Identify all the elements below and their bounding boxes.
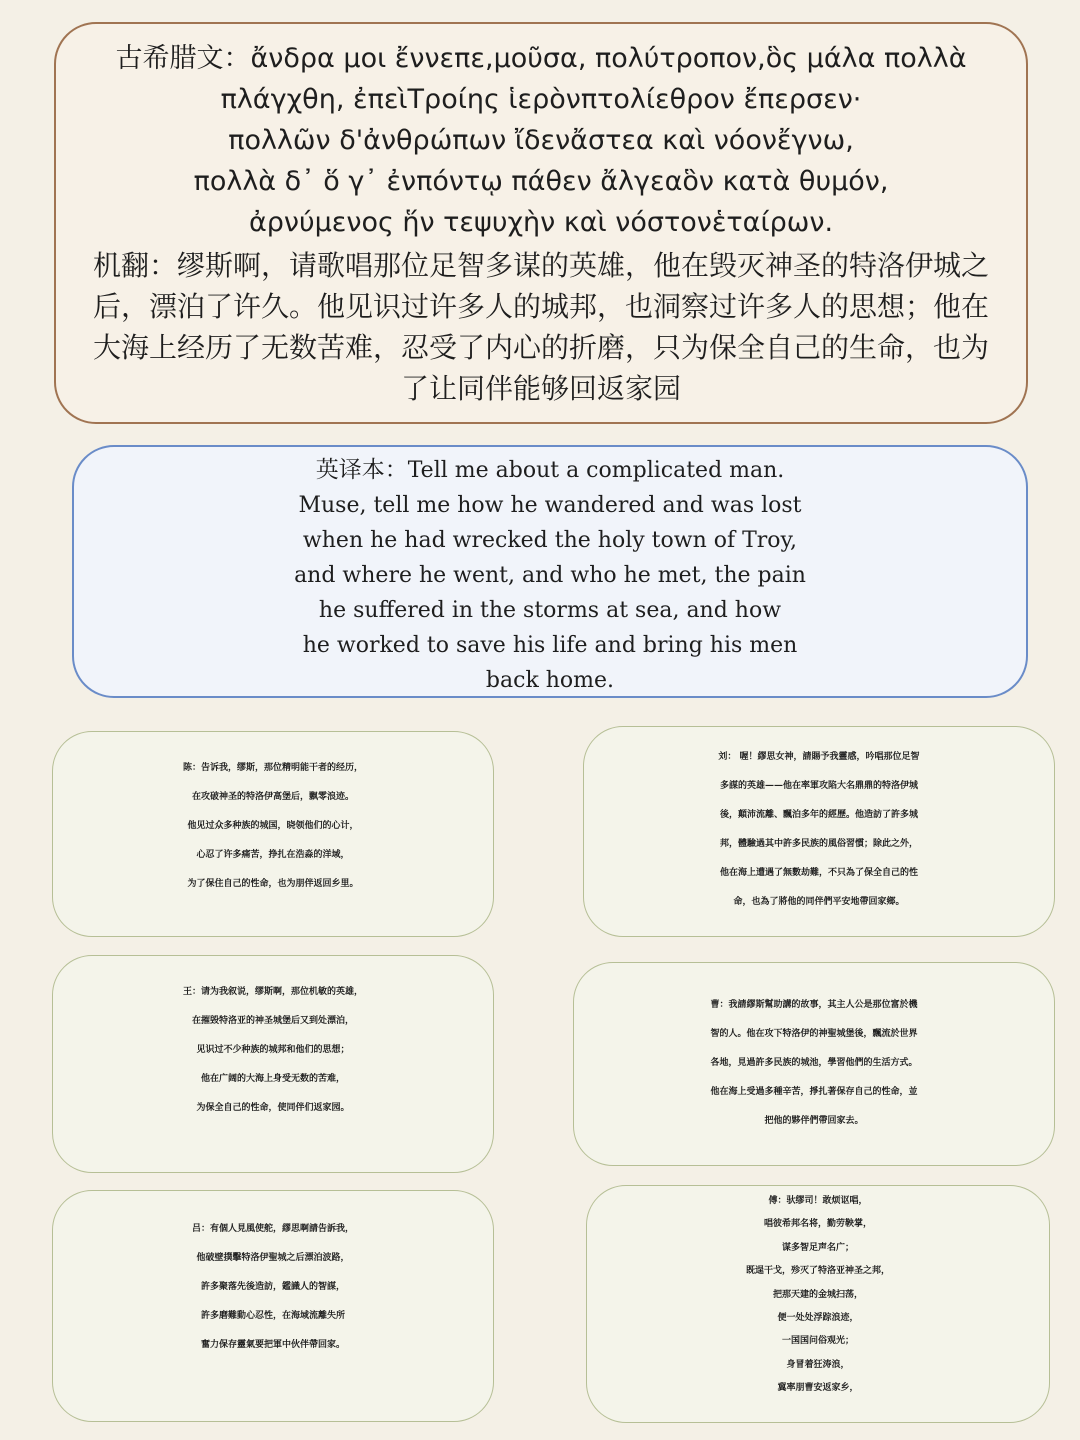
translation-line: 多謀的英雄——他在率軍攻陷大名鼎鼎的特洛伊城 — [719, 781, 918, 791]
translation-line: 他见过众多种族的城国，晓领他们的心计， — [187, 821, 359, 831]
translation-line: 傅：驮缪司！敢烦讴唱， — [768, 1196, 868, 1206]
ancient-greek-card — [54, 22, 1028, 424]
mt-line: 后，漂泊了许久。他见识过许多人的城邦，也洞察过许多人的思想；他在 — [92, 290, 989, 323]
translation-line: 各地，見過許多民族的城池，學習他們的生活方式。 — [710, 1058, 918, 1068]
english-line: 英译本：Tell me about a complicated man. — [315, 457, 785, 483]
greek-line: πλάγχθη, ἐπεὶΤροίης ἱερὸνπτολίεθρον ἔπερσεν· — [220, 84, 862, 115]
translation-line: 王：请为我叙说，缪斯啊，那位机敏的英雄， — [182, 987, 363, 997]
english-line: back home. — [485, 668, 615, 693]
translation-line: 他在广阔的大海上身受无数的苦难， — [200, 1074, 345, 1084]
translation-line: 一国国问俗观光； — [781, 1336, 854, 1347]
translation-line: 把那天建的金城扫荡， — [772, 1289, 863, 1300]
translation-card-cao — [573, 962, 1055, 1166]
translation-line: 便一处处浮踪浪迹， — [777, 1313, 859, 1324]
translation-line: 邦，體驗過其中許多民族的風俗習慣；除此之外， — [719, 839, 918, 849]
translation-card-chen — [52, 731, 494, 937]
translation-line: 許多磨難動心忍性，在海域流離失所 — [200, 1311, 345, 1321]
mt-line: 大海上经历了无数苦难，忍受了内心的折磨，只为保全自己的生命，也为 — [92, 331, 989, 364]
translation-line: 冀率朋曹安返家乡， — [777, 1383, 859, 1394]
translation-card-lv — [52, 1190, 494, 1422]
translation-line: 把他的夥伴們帶回家去。 — [764, 1116, 864, 1126]
translation-line: 他在海上受過多種辛苦，掙扎著保存自己的性命，並 — [710, 1087, 918, 1097]
english-line: when he had wrecked the holy town of Troy, — [302, 528, 798, 553]
greek-line: 古希腊文：ἄνδρα μοι ἔννεπε,μοῦσα, πολύτροπον,ὃς μάλα πολλὰ — [115, 43, 967, 74]
translation-line: 奮力保存靈氣要把軍中伙伴帶回家。 — [200, 1340, 345, 1350]
translation-line: 後，顛沛流離、飄泊多年的經歷。他造訪了許多城 — [719, 810, 918, 820]
greek-line: πολλὰ δ᾽ ὅ γ᾽ ἐνπόντῳ πάθεν ἄλγεαὃν κατὰ θυμόν, — [193, 166, 889, 197]
translation-line: 他破壁撲擊特洛伊聖城之后漂泊波路， — [196, 1253, 350, 1263]
translation-line: 见识过不少种族的城邦和他们的思想； — [196, 1045, 350, 1055]
greek-line: πολλῶν δ'ἀνθρώπων ἴδενἄστεα καὶ νόονἔγνω, — [228, 125, 854, 156]
translation-line: 曹：我請繆斯幫助講的故事，其主人公是那位富於機 — [710, 1000, 918, 1010]
greek-label: 古希腊文： — [115, 43, 251, 74]
translation-line: 在摧毁特洛亚的神圣城堡后又到处漂泊， — [191, 1016, 354, 1026]
english-line: Muse, tell me how he wandered and was lost — [298, 493, 802, 518]
greek-line: ἀρνύμενος ἥν τεψυχὴν καὶ νόστονἑταίρων. — [248, 207, 834, 238]
mt-line: 了让同伴能够回返家园 — [400, 372, 681, 405]
english-line: and where he went, and who he met, the pain — [294, 563, 806, 588]
translation-line: 身冒着狂涛浪， — [786, 1359, 850, 1370]
english-line: he worked to save his life and bring his men — [302, 633, 798, 658]
translation-line: 在攻破神圣的特洛伊高堡后，飘零浪迹。 — [191, 792, 354, 802]
translation-line: 谋多智足声名广； — [781, 1242, 854, 1253]
translation-line: 刘： 喔！繆思女神，請賜予我靈感，吟唱那位足智 — [718, 752, 920, 762]
translation-line: 唱彼希邦名将，勤劳鞅掌， — [763, 1219, 872, 1230]
translation-line: 許多聚落先後造訪，鑑識人的智謀， — [200, 1282, 345, 1292]
translation-line: 吕：有個人見風使舵，繆思啊請告訴我， — [191, 1224, 354, 1234]
translation-card-fu — [586, 1185, 1050, 1423]
translation-line: 智的人。他在攻下特洛伊的神聖城堡後，飄流於世界 — [710, 1029, 918, 1039]
translation-card-liu — [583, 726, 1055, 937]
machine-translation — [72, 245, 1010, 409]
translation-card-wang — [52, 955, 494, 1173]
translation-line: 既逞干戈，殄灭了特洛亚神圣之邦， — [745, 1266, 890, 1277]
translation-line: 心忍了许多痛苦，挣扎在浩淼的洋域， — [196, 850, 350, 860]
translation-line: 命，也為了將他的同伴們平安地帶回家鄉。 — [733, 897, 905, 907]
translation-line: 为了保住自己的性命，也为朋伴返回乡里。 — [187, 879, 359, 889]
translation-line: 陈：告诉我，缪斯，那位精明能干者的经历， — [182, 763, 363, 773]
english-label: 英译本： — [315, 457, 408, 483]
english-translation-card — [72, 445, 1028, 698]
translation-line: 为保全自己的性命，使同伴们返家园。 — [196, 1103, 350, 1113]
english-line: he suffered in the storms at sea, and how — [318, 598, 782, 623]
translation-line: 他在海上遭遇了無數劫難，不只為了保全自己的性 — [719, 868, 918, 878]
mt-line: 机翻：缪斯啊，请歌唱那位足智多谋的英雄，他在毁灭神圣的特洛伊城之 — [92, 249, 989, 282]
